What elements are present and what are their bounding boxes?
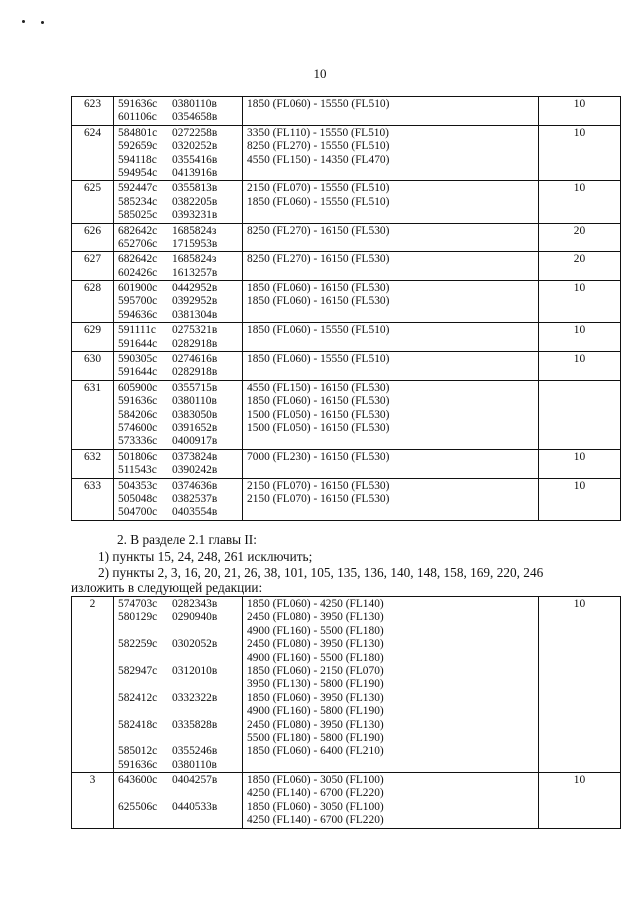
- altitude-range: 4550 (FL150) - 14350 (FL470): [247, 153, 390, 166]
- latitude: 592447с: [118, 182, 158, 195]
- coordinate-line: [118, 801, 238, 814]
- value: 10: [573, 126, 586, 139]
- longitude: 0290940в: [172, 611, 218, 624]
- table-row: [72, 323, 621, 352]
- coordinate-line: [118, 774, 238, 787]
- coordinate-line: [118, 678, 238, 691]
- altitude-range-cell: [243, 281, 539, 323]
- value: 10: [573, 479, 586, 492]
- longitude: 0302052в: [172, 638, 218, 651]
- coordinate-line: [118, 745, 238, 758]
- coordinate-line: [118, 787, 238, 800]
- altitude-range-cell: [243, 597, 539, 773]
- row-number-cell: [72, 252, 114, 281]
- table-row: [72, 281, 621, 323]
- longitude: 0282918в: [172, 366, 218, 379]
- coordinates-cell: [114, 773, 243, 829]
- longitude: 0355715в: [172, 381, 218, 394]
- latitude: 574703с: [118, 598, 158, 610]
- coordinates-cell: [114, 252, 243, 281]
- longitude: 0355246в: [172, 745, 218, 758]
- altitude-range: 4900 (FL160) - 5500 (FL180): [247, 651, 384, 664]
- latitude: 682642с: [118, 253, 158, 266]
- latitude: 595700с: [118, 295, 158, 308]
- longitude: 1613257в: [172, 266, 218, 279]
- altitude-range: 2450 (FL080) - 3950 (FL130): [247, 638, 384, 651]
- altitude-range: 4250 (FL140) - 6700 (FL220): [247, 814, 384, 827]
- coordinate-line: [118, 295, 238, 308]
- latitude: 591644с: [118, 366, 158, 379]
- coordinate-line: [118, 480, 238, 493]
- row-number: 632: [83, 450, 102, 463]
- coordinate-line: [118, 338, 238, 351]
- longitude: 0404257в: [172, 774, 218, 787]
- latitude: 591644с: [118, 337, 158, 350]
- row-number-cell: [72, 478, 114, 520]
- latitude: 582259с: [118, 638, 158, 651]
- altitude-range: 8250 (FL270) - 15550 (FL510): [247, 140, 390, 153]
- coordinate-line: [118, 238, 238, 251]
- longitude: 0274616в: [172, 353, 218, 366]
- altitude-range: 1850 (FL060) - 3050 (FL100): [247, 800, 384, 813]
- coordinate-line: [118, 692, 238, 705]
- value: 10: [573, 598, 586, 610]
- row-number-cell: [72, 380, 114, 449]
- longitude: 1685824з: [172, 224, 217, 237]
- latitude: 585234с: [118, 195, 158, 208]
- value: 20: [573, 224, 586, 237]
- altitude-range: 4900 (FL160) - 5800 (FL190): [247, 705, 384, 718]
- row-number-cell: [72, 597, 114, 773]
- longitude: 0380110в: [172, 98, 217, 110]
- coordinate-line: [118, 814, 238, 827]
- altitude-range: 1850 (FL060) - 2150 (FL070): [247, 664, 384, 677]
- altitude-range: 3950 (FL130) - 5800 (FL190): [247, 678, 384, 691]
- longitude: 0380110в: [172, 758, 217, 771]
- latitude: 574600с: [118, 421, 158, 434]
- coordinate-line: [118, 253, 238, 266]
- value-cell: [539, 181, 621, 223]
- altitude-range: 4250 (FL140) - 6700 (FL220): [247, 787, 384, 800]
- coordinate-line: [118, 464, 238, 477]
- coordinates-cell: [114, 281, 243, 323]
- longitude: 0400917в: [172, 435, 218, 448]
- latitude: 601900с: [118, 282, 158, 295]
- longitude: 1685824з: [172, 253, 217, 266]
- row-number-cell: [72, 323, 114, 352]
- page-number: 10: [313, 66, 327, 81]
- value: 10: [573, 353, 586, 366]
- longitude: 1715953в: [172, 237, 218, 250]
- row-number: 623: [83, 98, 102, 110]
- altitude-range: 1850 (FL060) - 4250 (FL140): [247, 598, 384, 610]
- value-cell: [539, 773, 621, 829]
- latitude: 582412с: [118, 691, 158, 704]
- latitude: 501806с: [118, 450, 158, 463]
- row-number-cell: [72, 181, 114, 223]
- coordinate-line: [118, 209, 238, 222]
- coordinate-line: [118, 267, 238, 280]
- altitude-range: 2150 (FL070) - 16150 (FL530): [247, 479, 390, 492]
- value-cell: [539, 323, 621, 352]
- longitude: 0282918в: [172, 337, 218, 350]
- longitude: 0275321в: [172, 324, 218, 337]
- value: 10: [573, 450, 586, 463]
- coordinates-cell: [114, 449, 243, 478]
- altitude-range-cell: [243, 125, 539, 181]
- table-row: [72, 352, 621, 381]
- coordinates-cell: [114, 323, 243, 352]
- coordinate-line: [118, 111, 238, 124]
- latitude: 584801с: [118, 126, 158, 139]
- row-number: 629: [83, 324, 102, 337]
- coordinate-line: [118, 225, 238, 238]
- altitude-range: 2450 (FL080) - 3950 (FL130): [247, 718, 384, 731]
- coordinate-line: [118, 167, 238, 180]
- row-number-cell: [72, 352, 114, 381]
- coordinate-line: [118, 625, 238, 638]
- latitude: 652706с: [118, 237, 158, 250]
- altitude-range: 1850 (FL060) - 16150 (FL530): [247, 295, 390, 308]
- longitude: 0391652в: [172, 421, 218, 434]
- coordinate-line: [118, 382, 238, 395]
- latitude: 590305с: [118, 353, 158, 366]
- latitude: 582947с: [118, 664, 158, 677]
- coordinate-line: [118, 665, 238, 678]
- coordinate-line: [118, 611, 238, 624]
- longitude: 0392952в: [172, 295, 218, 308]
- coordinate-line: [118, 759, 238, 772]
- coordinates-table-new-edition: [71, 596, 621, 829]
- altitude-range: 3350 (FL110) - 15550 (FL510): [247, 126, 389, 139]
- row-number: 633: [83, 479, 102, 492]
- row-number: 631: [83, 381, 102, 394]
- row-number: 627: [83, 253, 102, 266]
- table-row: [72, 97, 621, 126]
- coordinate-line: [118, 652, 238, 665]
- value: 20: [573, 253, 586, 266]
- value-cell: [539, 125, 621, 181]
- latitude: 511543с: [118, 464, 157, 477]
- coordinate-line: [118, 422, 238, 435]
- altitude-range-cell: [243, 449, 539, 478]
- coordinate-line: [118, 282, 238, 295]
- row-number: 630: [83, 353, 102, 366]
- altitude-range: 2450 (FL080) - 3950 (FL130): [247, 611, 384, 624]
- latitude: 582418с: [118, 718, 158, 731]
- coordinate-line: [118, 324, 238, 337]
- altitude-range: 4900 (FL160) - 5500 (FL180): [247, 624, 384, 637]
- altitude-range-cell: [243, 181, 539, 223]
- altitude-range: 5500 (FL180) - 5800 (FL190): [247, 731, 384, 744]
- row-number: 624: [83, 126, 102, 139]
- value-cell: [539, 597, 621, 773]
- row-number: 625: [83, 182, 102, 195]
- value-cell: [539, 223, 621, 252]
- longitude: 0413916в: [172, 166, 218, 179]
- row-number-cell: [72, 125, 114, 181]
- longitude: 0355416в: [172, 153, 218, 166]
- longitude: 0320252в: [172, 140, 218, 153]
- altitude-range-cell: [243, 773, 539, 829]
- altitude-range: 1850 (FL060) - 16150 (FL530): [247, 395, 390, 408]
- altitude-range: 1500 (FL050) - 16150 (FL530): [247, 408, 390, 421]
- altitude-range: 2150 (FL070) - 15550 (FL510): [247, 182, 390, 195]
- scan-speck: [41, 21, 44, 24]
- altitude-range: 4550 (FL150) - 16150 (FL530): [247, 381, 390, 394]
- coordinate-line: [118, 598, 238, 611]
- altitude-range: 2150 (FL070) - 16150 (FL530): [247, 492, 390, 505]
- altitude-range: 1850 (FL060) - 3950 (FL130): [247, 691, 384, 704]
- coordinates-cell: [114, 478, 243, 520]
- latitude: 504353с: [118, 479, 158, 492]
- altitude-range: 1850 (FL060) - 3050 (FL100): [247, 774, 384, 787]
- longitude: 0312010в: [172, 664, 218, 677]
- altitude-range-cell: [243, 97, 539, 126]
- longitude: 0332322в: [172, 691, 218, 704]
- row-number-cell: [72, 281, 114, 323]
- altitude-range: 1850 (FL060) - 16150 (FL530): [247, 282, 390, 295]
- latitude: 592659с: [118, 140, 158, 153]
- table-row: [72, 223, 621, 252]
- coordinate-line: [118, 435, 238, 448]
- coordinate-line: [118, 309, 238, 322]
- altitude-range: 8250 (FL270) - 16150 (FL530): [247, 253, 390, 266]
- coordinates-cell: [114, 125, 243, 181]
- altitude-range-cell: [243, 352, 539, 381]
- altitude-range: 7000 (FL230) - 16150 (FL530): [247, 450, 390, 463]
- value: 10: [573, 282, 586, 295]
- longitude: 0354658в: [172, 111, 218, 124]
- coordinate-line: [118, 638, 238, 651]
- row-number-cell: [72, 449, 114, 478]
- table-row: [72, 478, 621, 520]
- value: 10: [573, 774, 586, 787]
- value-cell: [539, 97, 621, 126]
- latitude: 591636с: [118, 758, 158, 771]
- table-row: [72, 181, 621, 223]
- altitude-range-cell: [243, 478, 539, 520]
- table-row: [72, 449, 621, 478]
- coordinates-table-continued: [71, 96, 621, 521]
- coordinates-cell: [114, 352, 243, 381]
- longitude: 0355813в: [172, 182, 218, 195]
- scan-speck: [22, 20, 25, 23]
- altitude-range-cell: [243, 252, 539, 281]
- latitude: 594118с: [118, 153, 157, 166]
- longitude: 0382205в: [172, 195, 218, 208]
- latitude: 605900с: [118, 381, 158, 394]
- latitude: 601106с: [118, 111, 157, 124]
- table-row: [72, 773, 621, 829]
- longitude: 0381304в: [172, 308, 218, 321]
- longitude: 0390242в: [172, 464, 218, 477]
- coordinates-cell: [114, 597, 243, 773]
- altitude-range: 1850 (FL060) - 15550 (FL510): [247, 353, 390, 366]
- longitude: 0393231в: [172, 209, 218, 222]
- latitude: 591111с: [118, 324, 156, 337]
- altitude-range-cell: [243, 323, 539, 352]
- value-cell: [539, 281, 621, 323]
- value-cell: [539, 252, 621, 281]
- altitude-range: 1850 (FL060) - 15550 (FL510): [247, 98, 390, 110]
- latitude: 682642с: [118, 224, 158, 237]
- coordinate-line: [118, 353, 238, 366]
- list-item-2: 2) пункты 2, 3, 16, 20, 21, 26, 38, 101, 105, 135, 136, 140, 148, 158, 169, 220, 246: [98, 565, 544, 580]
- value: 10: [573, 98, 586, 110]
- altitude-range: 1850 (FL060) - 15550 (FL510): [247, 324, 390, 337]
- row-number-cell: [72, 97, 114, 126]
- altitude-range-cell: [243, 223, 539, 252]
- coordinate-line: [118, 98, 238, 111]
- latitude: 585012с: [118, 745, 158, 758]
- row-number-cell: [72, 773, 114, 829]
- latitude: 573336с: [118, 435, 158, 448]
- longitude: 0374636в: [172, 479, 218, 492]
- coordinate-line: [118, 366, 238, 379]
- latitude: 591636с: [118, 395, 158, 408]
- longitude: 0272258в: [172, 126, 218, 139]
- altitude-range: 1850 (FL060) - 15550 (FL510): [247, 195, 390, 208]
- table-row: [72, 380, 621, 449]
- longitude: 0403554в: [172, 506, 218, 519]
- coordinates-cell: [114, 181, 243, 223]
- altitude-range: [247, 759, 534, 772]
- coordinate-line: [118, 140, 238, 153]
- longitude: 0383050в: [172, 408, 218, 421]
- altitude-range-cell: [243, 380, 539, 449]
- value-cell: [539, 380, 621, 449]
- latitude: 580129с: [118, 611, 158, 624]
- latitude: 505048с: [118, 492, 158, 505]
- longitude: 0282343в: [172, 598, 218, 610]
- list-item-2-continuation: изложить в следующей редакции:: [71, 580, 263, 595]
- row-number: 626: [83, 224, 102, 237]
- value: 10: [573, 182, 586, 195]
- row-number: 2: [89, 598, 96, 610]
- latitude: 591636с: [118, 98, 158, 110]
- coordinate-line: [118, 409, 238, 422]
- value-cell: [539, 478, 621, 520]
- value-cell: [539, 352, 621, 381]
- longitude: 0380110в: [172, 395, 217, 408]
- longitude: 0335828в: [172, 718, 218, 731]
- coordinate-line: [118, 705, 238, 718]
- coordinate-line: [118, 493, 238, 506]
- latitude: 584206с: [118, 408, 158, 421]
- latitude: 643600с: [118, 774, 158, 787]
- longitude: 0440533в: [172, 800, 218, 813]
- altitude-range: 1850 (FL060) - 6400 (FL210): [247, 745, 384, 758]
- coordinate-line: [118, 196, 238, 209]
- table-row: [72, 597, 621, 773]
- value-cell: [539, 449, 621, 478]
- coordinates-cell: [114, 97, 243, 126]
- row-number: 628: [83, 282, 102, 295]
- longitude: 0442952в: [172, 282, 218, 295]
- table-row: [72, 125, 621, 181]
- latitude: 504700с: [118, 506, 158, 519]
- coordinate-line: [118, 506, 238, 519]
- coordinate-line: [118, 127, 238, 140]
- latitude: 594636с: [118, 308, 158, 321]
- coordinate-line: [118, 182, 238, 195]
- coordinate-line: [118, 719, 238, 732]
- row-number-cell: [72, 223, 114, 252]
- altitude-range: 8250 (FL270) - 16150 (FL530): [247, 224, 390, 237]
- coordinate-line: [118, 732, 238, 745]
- coordinate-line: [118, 154, 238, 167]
- table-row: [72, 252, 621, 281]
- longitude: 0373824в: [172, 450, 218, 463]
- coordinate-line: [118, 395, 238, 408]
- latitude: 594954с: [118, 166, 158, 179]
- coordinate-line: [118, 451, 238, 464]
- coordinates-cell: [114, 223, 243, 252]
- section-heading: 2. В разделе 2.1 главы II:: [117, 532, 257, 547]
- latitude: 602426с: [118, 266, 158, 279]
- longitude: 0382537в: [172, 492, 218, 505]
- value: 10: [573, 324, 586, 337]
- latitude: 585025с: [118, 209, 158, 222]
- list-item-1: 1) пункты 15, 24, 248, 261 исключить;: [98, 549, 313, 564]
- latitude: 625506с: [118, 800, 158, 813]
- row-number: 3: [89, 774, 96, 787]
- coordinates-cell: [114, 380, 243, 449]
- altitude-range: 1500 (FL050) - 16150 (FL530): [247, 421, 390, 434]
